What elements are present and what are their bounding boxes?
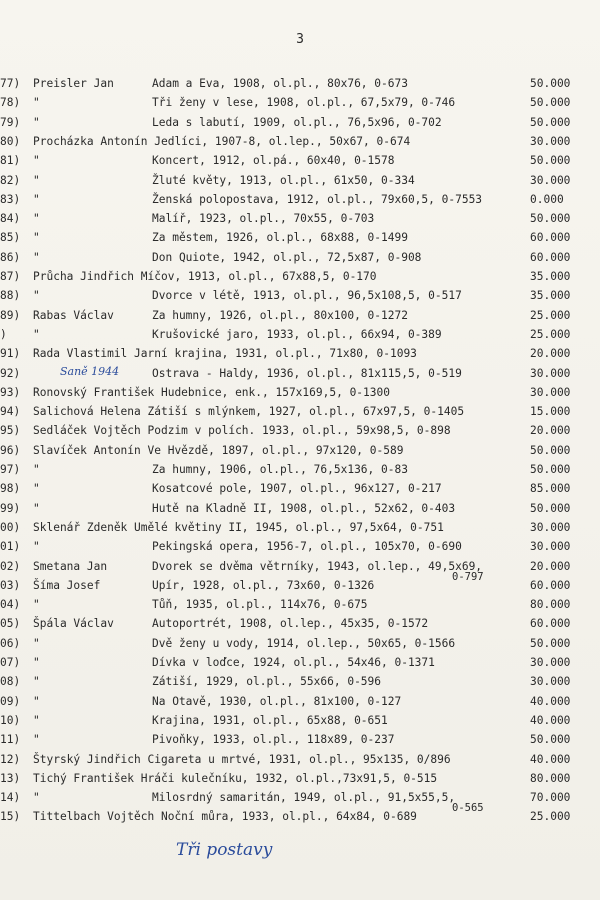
entry-row <box>0 653 600 673</box>
entry-number: 87) <box>0 270 21 283</box>
entry-number: 79) <box>0 115 21 129</box>
entry-row <box>0 634 600 654</box>
entry-row <box>0 499 600 519</box>
entry-work: Pekingská opera, 1956-7, ol.pl., 105x70, 0-690 <box>152 540 462 554</box>
entry-row <box>0 788 600 815</box>
entry-work: Žluté květy, 1913, ol.pl., 61x50, 0-334 <box>152 173 415 187</box>
entry-price: 80.000 <box>530 771 571 785</box>
entry-artist: Průcha Jindřich Míčov, 1913, ol.pl., 67x88,5, 0-170 <box>33 270 377 283</box>
entry-row <box>0 228 600 248</box>
entry-work: Hutě na Kladně II, 1908, ol.pl., 52x62, 0-403 <box>152 501 456 515</box>
entry-price: 30.000 <box>530 385 571 399</box>
entry-work: Za humny, 1906, ol.pl., 76,5x136, 0-83 <box>152 463 408 476</box>
entry-row <box>0 267 600 287</box>
entry-row <box>0 769 600 789</box>
entry-number: 80) <box>0 134 21 148</box>
entry-number: 96) <box>0 443 21 457</box>
entry-number: 78) <box>0 96 21 110</box>
entry-artist: " <box>33 154 40 168</box>
entry-work: Milosrdný samaritán, 1949, ol.pl., 91,5x55,5, <box>152 791 456 805</box>
entry-number: 09) <box>0 694 21 708</box>
entry-row <box>0 132 600 152</box>
entry-number: 00) <box>0 520 21 534</box>
entry-work: Za městem, 1926, ol.pl., 68x88, 0-1499 <box>152 231 408 245</box>
entry-number: 14) <box>0 791 21 805</box>
entry-number: 04) <box>0 598 21 612</box>
entry-price: 30.000 <box>530 366 571 380</box>
entry-price: 50.000 <box>530 96 571 110</box>
entry-row <box>0 151 600 171</box>
entry-artist: " <box>33 791 40 805</box>
entry-price: 50.000 <box>530 733 571 747</box>
entry-inventory-continued: 0-565 <box>452 802 484 815</box>
entry-row <box>0 711 600 731</box>
entry-row <box>0 460 600 480</box>
entry-artist: " <box>33 250 40 264</box>
entry-work: Zátiší, 1929, ol.pl., 55x66, 0-596 <box>152 675 382 689</box>
entry-number: 83) <box>0 192 21 206</box>
entry-price: 50.000 <box>530 212 571 226</box>
entry-price: 25.000 <box>530 308 571 322</box>
entry-artist: " <box>33 540 40 554</box>
entry-work: Autoportrét, 1908, ol.lep., 45x35, 0-1572 <box>152 617 429 631</box>
entry-artist: Preisler Jan <box>33 77 114 90</box>
entry-row <box>0 518 600 538</box>
entry-work: Don Quiote, 1942, ol.pl., 72,5x87, 0-908 <box>152 250 422 264</box>
entry-price: 50.000 <box>530 443 571 457</box>
entry-work: Adam a Eva, 1908, ol.pl., 80x76, 0-673 <box>152 77 408 90</box>
entry-artist: " <box>33 713 40 727</box>
entry-row <box>0 595 600 615</box>
entry-row <box>0 74 600 94</box>
entry-row <box>0 441 600 461</box>
entry-artist: Procházka Antonín Jedlíci, 1907-8, ol.lep., 50x67, 0-674 <box>33 134 411 148</box>
entry-row <box>0 93 600 113</box>
entry-price: 60.000 <box>530 578 571 592</box>
entry-price: 50.000 <box>530 636 571 650</box>
entry-artist: " <box>33 482 40 496</box>
entry-artist: " <box>33 192 40 206</box>
entry-work: Krušovické jaro, 1933, ol.pl., 66x94, 0-389 <box>152 327 442 341</box>
entry-number: 82) <box>0 173 21 187</box>
entry-number: 11) <box>0 733 21 747</box>
entry-row <box>0 383 600 403</box>
entry-work: Dvorce v létě, 1913, ol.pl., 96,5x108,5, 0-517 <box>152 289 462 303</box>
entry-number: 03) <box>0 578 21 592</box>
entry-artist: " <box>33 636 40 650</box>
entry-number: 01) <box>0 540 21 554</box>
entry-artist: " <box>33 115 40 129</box>
entry-work: Ostrava - Haldy, 1936, ol.pl., 81x115,5, 0-519 <box>152 366 462 380</box>
entry-price: 60.000 <box>530 617 571 631</box>
entry-price: 50.000 <box>530 77 571 90</box>
entry-number: 13) <box>0 771 21 785</box>
entry-price: 35.000 <box>530 270 571 283</box>
entry-artist: Smetana Jan <box>33 559 108 573</box>
entry-inventory-continued: 0-797 <box>452 570 484 583</box>
entry-artist: Slavíček Antonín Ve Hvězdě, 1897, ol.pl., 97x120, 0-589 <box>33 443 404 457</box>
entry-artist: " <box>33 289 40 303</box>
entry-price: 30.000 <box>530 540 571 554</box>
entry-number: 86) <box>0 250 21 264</box>
entry-price: 60.000 <box>530 231 571 245</box>
entry-number: 77) <box>0 77 21 90</box>
entry-row <box>0 171 600 191</box>
entry-number: 15) <box>0 810 21 824</box>
entry-number: 12) <box>0 752 21 766</box>
entry-artist: " <box>33 598 40 612</box>
entry-row <box>0 209 600 229</box>
entry-number: 99) <box>0 501 21 515</box>
page-number: 3 <box>296 32 304 47</box>
entry-number: 94) <box>0 405 21 419</box>
entry-number: 91) <box>0 347 21 361</box>
entry-work: Upír, 1928, ol.pl., 73x60, 0-1326 <box>152 578 375 592</box>
handwritten-note-row92: Saně 1944 <box>60 365 120 378</box>
entry-price: 35.000 <box>530 289 571 303</box>
entry-price: 40.000 <box>530 752 571 766</box>
entry-work: Na Otavě, 1930, ol.pl., 81x100, 0-127 <box>152 694 402 708</box>
entry-row <box>0 576 600 596</box>
entry-work: Tůň, 1935, ol.pl., 114x76, 0-675 <box>152 598 368 612</box>
entry-work: Tři ženy v lese, 1908, ol.pl., 67,5x79, 0-746 <box>152 96 456 110</box>
entry-row <box>0 672 600 692</box>
entry-price: 30.000 <box>530 656 571 669</box>
entry-price: 60.000 <box>530 250 571 264</box>
entry-artist: " <box>33 96 40 110</box>
entry-artist: " <box>33 694 40 708</box>
entry-price: 0.000 <box>530 192 564 206</box>
entry-row <box>0 557 600 583</box>
entry-price: 25.000 <box>530 327 571 341</box>
entry-artist: " <box>33 733 40 747</box>
entry-work: Koncert, 1912, ol.pá., 60x40, 0-1578 <box>152 154 395 168</box>
entry-work: Dívka v loďce, 1924, ol.pl., 54x46, 0-1371 <box>152 656 435 669</box>
entry-price: 15.000 <box>530 405 571 419</box>
entry-price: 50.000 <box>530 115 571 129</box>
entry-artist: " <box>33 501 40 515</box>
entry-row <box>0 190 600 210</box>
entry-work: Malíř, 1923, ol.pl., 70x55, 0-703 <box>152 212 375 226</box>
entry-work: Krajina, 1931, ol.pl., 65x88, 0-651 <box>152 713 388 727</box>
entry-artist: " <box>33 327 40 341</box>
entry-work: Kosatcové pole, 1907, ol.pl., 96x127, 0-217 <box>152 482 442 496</box>
entry-number: 02) <box>0 559 21 573</box>
entry-row <box>0 479 600 499</box>
entry-price: 20.000 <box>530 559 571 573</box>
entry-price: 20.000 <box>530 347 571 361</box>
entry-work: Leda s labutí, 1909, ol.pl., 76,5x96, 0-702 <box>152 115 442 129</box>
entry-number: 10) <box>0 713 21 727</box>
entry-artist: Rabas Václav <box>33 308 114 322</box>
entry-number: 97) <box>0 463 21 476</box>
entry-row <box>0 113 600 133</box>
entry-row <box>0 286 600 306</box>
entry-work: Za humny, 1926, ol.pl., 80x100, 0-1272 <box>152 308 408 322</box>
entry-price: 50.000 <box>530 501 571 515</box>
entry-number: 98) <box>0 482 21 496</box>
entry-price: 30.000 <box>530 134 571 148</box>
entry-row <box>0 807 600 827</box>
entry-price: 20.000 <box>530 424 571 438</box>
entry-artist: Tichý František Hráči kulečníku, 1932, ol.pl.,73x91,5, 0-515 <box>33 771 438 785</box>
entry-number: 81) <box>0 154 21 168</box>
entry-row <box>0 248 600 268</box>
entry-price: 50.000 <box>530 154 571 168</box>
entry-number: 85) <box>0 231 21 245</box>
entry-number: 07) <box>0 656 21 669</box>
entry-artist: Sedláček Vojtěch Podzim v polích. 1933, ol.pl., 59x98,5, 0-898 <box>33 424 451 438</box>
entry-artist: Rada Vlastimil Jarní krajina, 1931, ol.pl., 71x80, 0-1093 <box>33 347 417 361</box>
entry-artist: " <box>33 173 40 187</box>
entry-row <box>0 325 600 345</box>
entry-row <box>0 692 600 712</box>
entry-price: 30.000 <box>530 173 571 187</box>
entry-work: Ženská polopostava, 1912, ol.pl., 79x60,5, 0-7553 <box>152 192 483 206</box>
entry-row <box>0 344 600 364</box>
entry-number: ) <box>0 327 7 341</box>
entry-work: Dvě ženy u vody, 1914, ol.lep., 50x65, 0-1566 <box>152 636 456 650</box>
entry-artist: " <box>33 231 40 245</box>
entry-artist: " <box>33 463 40 476</box>
entry-number: 05) <box>0 617 21 631</box>
entry-row <box>0 306 600 326</box>
entry-work: Dvorek se dvěma větrníky, 1943, ol.lep., 49,5x69, <box>152 559 483 573</box>
entry-artist: Špála Václav <box>33 617 114 631</box>
entry-artist: Ronovský František Hudebnice, enk., 157x169,5, 0-1300 <box>33 385 390 399</box>
entry-number: 95) <box>0 424 21 438</box>
entry-number: 08) <box>0 675 21 689</box>
entry-artist: Šíma Josef <box>33 578 101 592</box>
entry-row <box>0 421 600 441</box>
entry-row <box>0 730 600 750</box>
entry-artist: Tittelbach Vojtěch Noční můra, 1933, ol.pl., 64x84, 0-689 <box>33 810 417 824</box>
entry-price: 25.000 <box>530 810 571 824</box>
entry-row <box>0 537 600 557</box>
entry-work: Pivoňky, 1933, ol.pl., 118x89, 0-237 <box>152 733 395 747</box>
entry-artist: Salichová Helena Zátiší s mlýnkem, 1927, ol.pl., 67x97,5, 0-1405 <box>33 405 465 419</box>
entry-price: 50.000 <box>530 463 571 476</box>
entry-row <box>0 402 600 422</box>
entry-artist: " <box>33 656 40 669</box>
entry-price: 30.000 <box>530 675 571 689</box>
entry-artist: Štyrský Jindřich Cigareta u mrtvé, 1931, ol.pl., 95x135, 0/896 <box>33 752 451 766</box>
entry-price: 40.000 <box>530 713 571 727</box>
handwritten-note-row115: Tři postavy <box>176 840 273 860</box>
entry-price: 85.000 <box>530 482 571 496</box>
entry-artist: " <box>33 212 40 226</box>
entry-number: 89) <box>0 308 21 322</box>
entry-price: 40.000 <box>530 694 571 708</box>
entry-number: 93) <box>0 385 21 399</box>
entry-number: 06) <box>0 636 21 650</box>
entry-price: 30.000 <box>530 520 571 534</box>
entry-row <box>0 750 600 770</box>
entry-artist: " <box>33 675 40 689</box>
entry-price: 80.000 <box>530 598 571 612</box>
entry-number: 88) <box>0 289 21 303</box>
entry-number: 84) <box>0 212 21 226</box>
entry-number: 92) <box>0 366 21 380</box>
entry-price: 70.000 <box>530 791 571 805</box>
entry-artist: Sklenář Zdeněk Umělé květiny II, 1945, ol.pl., 97,5x64, 0-751 <box>33 520 444 534</box>
entry-row <box>0 614 600 634</box>
